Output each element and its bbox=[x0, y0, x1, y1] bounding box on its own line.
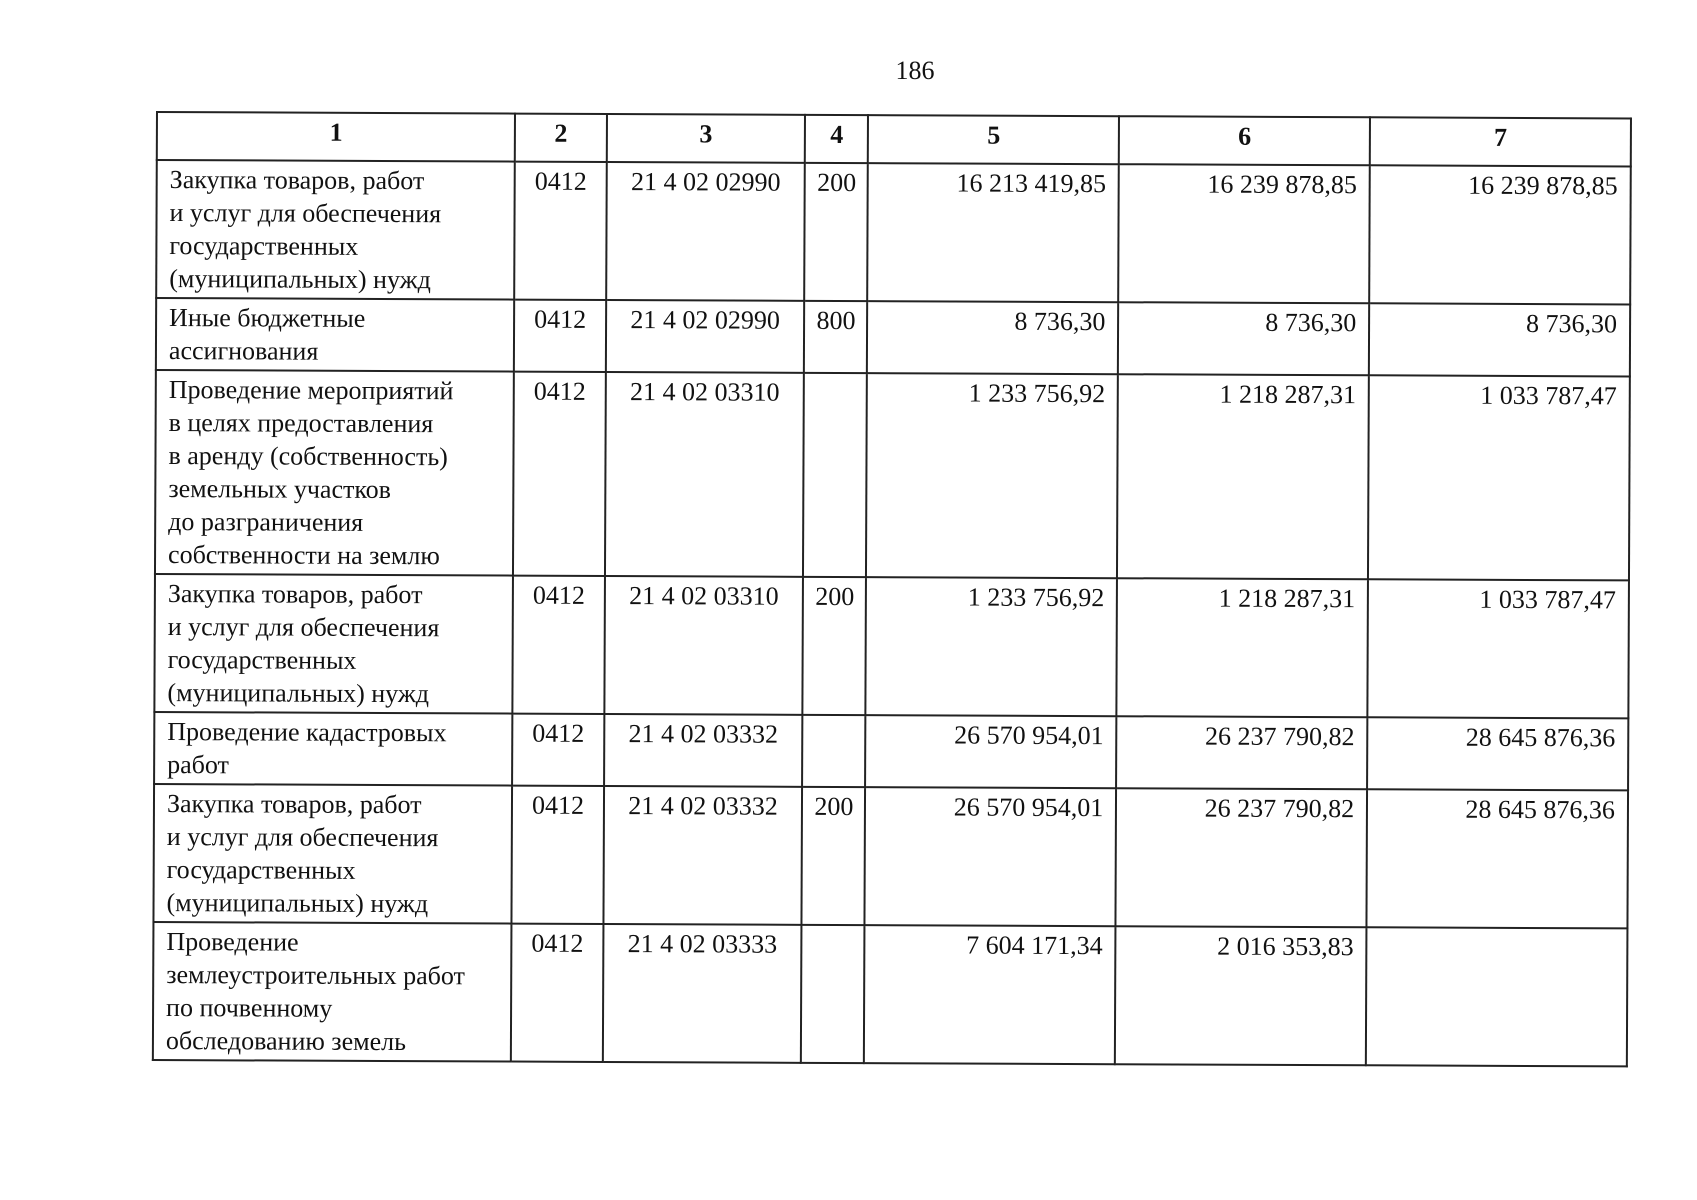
page-number: 186 bbox=[895, 56, 935, 85]
cell-year3 bbox=[1366, 927, 1627, 1066]
cell-code: 21 4 02 02990 bbox=[606, 300, 805, 373]
header-cell-year3: 7 bbox=[1370, 117, 1631, 166]
table-row bbox=[154, 574, 1629, 718]
cell-type bbox=[803, 373, 867, 577]
cell-section: 0412 bbox=[512, 714, 604, 786]
cell-name: Проведение землеустроительных работ по почвенному обследованию земель bbox=[153, 922, 512, 1062]
table-row bbox=[156, 298, 1630, 376]
table-row bbox=[153, 922, 1628, 1066]
cell-year3: 1 033 787,47 bbox=[1368, 375, 1630, 580]
cell-year1: 26 570 954,01 bbox=[865, 715, 1116, 788]
cell-year2: 1 218 287,31 bbox=[1117, 374, 1369, 579]
cell-name: Проведение мероприятий в целях предоставления в аренду (собственность) земельных участков до разграничения собственности на землю bbox=[155, 370, 514, 576]
cell-type: 200 bbox=[802, 787, 866, 925]
budget-table bbox=[152, 111, 1632, 1067]
cell-type: 200 bbox=[805, 163, 869, 301]
cell-type: 200 bbox=[803, 577, 867, 715]
cell-name: Проведение кадастровых работ bbox=[154, 712, 513, 786]
cell-section: 0412 bbox=[513, 372, 605, 576]
cell-code: 21 4 02 03333 bbox=[603, 924, 802, 1063]
cell-code: 21 4 02 02990 bbox=[606, 162, 805, 301]
cell-year2: 16 239 878,85 bbox=[1119, 164, 1371, 303]
cell-year1: 1 233 756,92 bbox=[866, 577, 1118, 716]
cell-section: 0412 bbox=[511, 924, 603, 1062]
cell-name: Иные бюджетные ассигнования bbox=[156, 298, 515, 372]
cell-year3: 8 736,30 bbox=[1369, 303, 1630, 376]
cell-year2: 26 237 790,82 bbox=[1116, 716, 1367, 789]
cell-year1: 7 604 171,34 bbox=[864, 925, 1116, 1064]
table-row bbox=[156, 160, 1631, 304]
table-row bbox=[155, 370, 1630, 580]
cell-type bbox=[802, 715, 865, 787]
cell-year1: 26 570 954,01 bbox=[865, 787, 1117, 926]
cell-section: 0412 bbox=[512, 786, 604, 924]
header-cell-section: 2 bbox=[515, 114, 606, 162]
cell-code: 21 4 02 03332 bbox=[603, 786, 802, 925]
cell-code: 21 4 02 03332 bbox=[604, 714, 803, 787]
cell-year2: 26 237 790,82 bbox=[1116, 788, 1368, 927]
cell-type bbox=[801, 925, 865, 1063]
cell-year1: 16 213 419,85 bbox=[868, 163, 1120, 302]
header-cell-year1: 5 bbox=[868, 115, 1119, 164]
table-header bbox=[157, 112, 1631, 166]
cell-year2: 8 736,30 bbox=[1118, 302, 1369, 375]
header-cell-year2: 6 bbox=[1119, 116, 1370, 165]
cell-year2: 2 016 353,83 bbox=[1115, 926, 1367, 1065]
cell-name: Закупка товаров, работ и услуг для обеспечения государственных (муниципальных) нужд bbox=[156, 160, 515, 300]
cell-name: Закупка товаров, работ и услуг для обеспечения государственных (муниципальных) нужд bbox=[154, 574, 513, 714]
header-row bbox=[157, 112, 1631, 166]
table-row bbox=[153, 784, 1628, 928]
header-cell-type: 4 bbox=[805, 115, 868, 163]
cell-year3: 16 239 878,85 bbox=[1369, 165, 1630, 304]
cell-section: 0412 bbox=[513, 576, 605, 714]
cell-year1: 1 233 756,92 bbox=[866, 373, 1118, 578]
header-cell-name: 1 bbox=[157, 112, 516, 162]
cell-name: Закупка товаров, работ и услуг для обеспечения государственных (муниципальных) нужд bbox=[153, 784, 512, 924]
cell-section: 0412 bbox=[514, 300, 606, 372]
cell-section: 0412 bbox=[515, 162, 607, 300]
cell-year2: 1 218 287,31 bbox=[1117, 578, 1369, 717]
cell-code: 21 4 02 03310 bbox=[604, 576, 803, 715]
cell-year3: 1 033 787,47 bbox=[1368, 579, 1629, 718]
cell-code: 21 4 02 03310 bbox=[605, 372, 805, 577]
header-cell-code: 3 bbox=[606, 114, 805, 163]
table-body bbox=[153, 160, 1631, 1066]
cell-year3: 28 645 876,36 bbox=[1367, 789, 1628, 928]
cell-type: 800 bbox=[804, 301, 867, 373]
cell-year1: 8 736,30 bbox=[867, 301, 1118, 374]
table-row bbox=[154, 712, 1628, 790]
cell-year3: 28 645 876,36 bbox=[1367, 717, 1628, 790]
